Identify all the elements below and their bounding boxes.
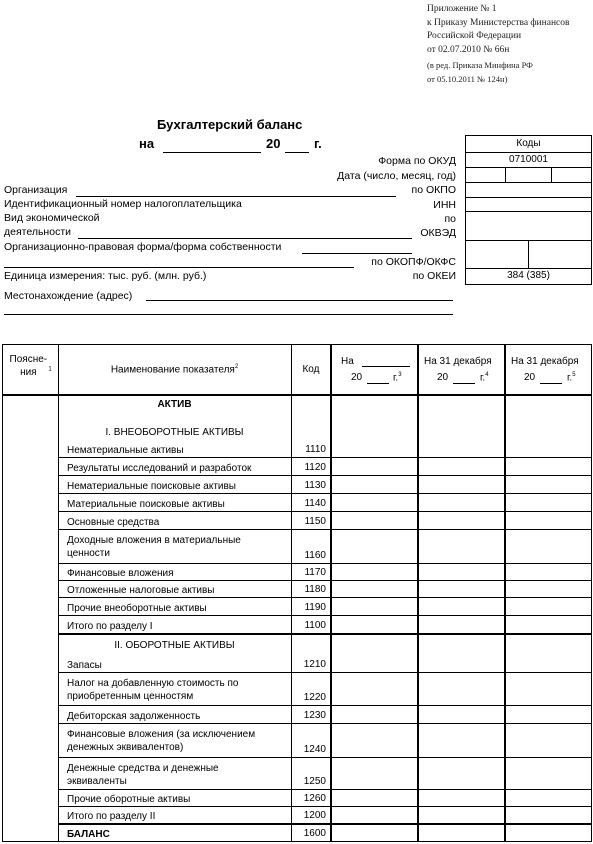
col-dec2-g-text: г.: [567, 372, 573, 384]
value-cell-dec1[interactable]: [419, 530, 504, 563]
table-row-name: Прочие внеоборотные активы: [67, 603, 207, 614]
col-dec2-g: [567, 372, 576, 383]
table-row-name: БАЛАНС: [67, 829, 110, 840]
value-cell-on[interactable]: [332, 724, 417, 757]
value-cell-on[interactable]: [332, 758, 417, 789]
value-cell-dec2[interactable]: [506, 512, 592, 529]
value-cell-on[interactable]: [332, 458, 417, 475]
inn-label: ИНН: [433, 199, 456, 211]
value-cell-on[interactable]: [332, 441, 417, 457]
activity-label: Вид экономической: [4, 212, 100, 224]
table-row-code: 1210: [303, 659, 326, 670]
okpo-label: по ОКПО: [411, 184, 456, 196]
table-row-name: Финансовые вложения: [67, 568, 174, 579]
table-row-code: 1160: [304, 550, 326, 561]
page-title: Бухгалтерский баланс: [157, 117, 303, 132]
okei-value: 384 (385): [507, 270, 550, 281]
value-cell-on[interactable]: [332, 494, 417, 511]
value-cell-on[interactable]: [332, 673, 417, 705]
appendix-line: к Приказу Министерства финансов: [427, 17, 570, 28]
table-row-code: 1190: [304, 602, 326, 613]
address-field[interactable]: [146, 300, 453, 301]
section-asset: АКТИВ: [157, 399, 192, 410]
address-label: Местонахождение (адрес): [4, 290, 133, 302]
okved-label: ОКВЭД: [420, 227, 456, 239]
col-header-code: Код: [302, 364, 320, 375]
value-cell-dec1[interactable]: [419, 758, 504, 789]
value-cell-dec2[interactable]: [506, 598, 592, 615]
table-row-code: 1260: [303, 793, 326, 804]
value-cell-dec2[interactable]: [506, 706, 592, 723]
date-line: [163, 152, 261, 153]
row-name-line: приобретенным ценностям: [67, 691, 194, 702]
date-label: Дата (число, месяц, год): [337, 170, 456, 182]
value-cell-dec2[interactable]: [506, 494, 592, 511]
value-cell-on[interactable]: [332, 598, 417, 615]
appendix-line: Приложение № 1: [427, 4, 497, 14]
row-border: [58, 841, 592, 842]
title-on: на: [139, 136, 155, 151]
table-row-name: Нематериальные поисковые активы: [67, 481, 236, 492]
col-dec1-g-text: г.: [480, 372, 486, 384]
table-row-name: Итого по разделу I: [67, 621, 153, 632]
inn-field-label: Идентификационный номер налогоплательщика: [4, 198, 242, 210]
value-cell-on[interactable]: [332, 476, 417, 493]
table-row-name: [67, 762, 219, 788]
value-cell-on[interactable]: [332, 616, 417, 633]
value-cell-dec2[interactable]: [506, 807, 592, 823]
unit-label: Единица измерения: тыс. руб. (млн. руб.): [4, 270, 207, 282]
col-on-date-line: [362, 366, 410, 367]
value-cell-on[interactable]: [332, 564, 417, 580]
row-name-line: Финансовые вложения (за исключением: [67, 729, 256, 740]
table-row-name: Основные средства: [67, 517, 160, 528]
value-cell-dec1[interactable]: [419, 581, 504, 597]
address-field-2[interactable]: [4, 314, 453, 315]
table-row-code: 1110: [305, 444, 326, 455]
col-note-sup: 1: [48, 366, 52, 373]
year-line: [285, 152, 309, 153]
table-row-code: 1180: [304, 584, 326, 595]
value-cell-dec1[interactable]: [419, 616, 504, 633]
table-row-name: Итого по разделу II: [67, 811, 156, 822]
value-cell-dec1[interactable]: [419, 724, 504, 757]
table-row-code: 1130: [304, 480, 326, 491]
value-cell-dec2[interactable]: [506, 616, 592, 633]
row-name-line: эквиваленты: [67, 776, 127, 787]
col-dec1-label: На 31 декабря: [424, 356, 492, 367]
organization-label: Организация: [4, 184, 68, 196]
appendix-line: от 02.07.2010 № 66н: [427, 44, 510, 55]
value-cell-dec2[interactable]: [506, 441, 592, 457]
value-cell-dec1[interactable]: [419, 458, 504, 475]
appendix-line: (в ред. Приказа Минфина РФ: [427, 60, 533, 70]
value-cell-dec2[interactable]: [506, 581, 592, 597]
table-row-name: Результаты исследований и разработок: [67, 463, 252, 474]
value-cell-on[interactable]: [332, 512, 417, 529]
table-row-code: 1200: [303, 810, 326, 821]
legal-form-label: Организационно-правовая форма/форма собственности: [4, 241, 282, 253]
table-row-code: 1170: [304, 567, 326, 578]
value-cell-on[interactable]: [332, 530, 417, 563]
col-dec2-label: На 31 декабря: [511, 356, 579, 367]
po-label: по: [444, 213, 456, 225]
table-row-name: [67, 728, 255, 754]
col-dec1-year: 20: [437, 372, 449, 383]
col-on-year-line: [367, 383, 389, 384]
value-cell-on[interactable]: [332, 654, 417, 672]
table-row-name: Запасы: [67, 660, 102, 671]
value-cell-dec1[interactable]: [419, 494, 504, 511]
col-dec2-year-line: [540, 383, 562, 384]
row-name-line: Налог на добавленную стоимость по: [67, 678, 239, 689]
okei-label: по ОКЕИ: [412, 270, 456, 282]
table-row-code: 1230: [303, 710, 326, 721]
table-row-name: Отложенные налоговые активы: [67, 585, 215, 596]
value-cell-dec2[interactable]: [506, 654, 592, 672]
value-cell-dec1[interactable]: [419, 807, 504, 823]
col-on-g-text: г.: [393, 372, 399, 384]
value-cell-dec1[interactable]: [419, 512, 504, 529]
table-row-name: Прочие оборотные активы: [67, 794, 191, 805]
value-cell-dec1[interactable]: [419, 790, 504, 806]
section-title: I. ВНЕОБОРОТНЫЕ АКТИВЫ: [105, 427, 244, 438]
value-cell-dec1[interactable]: [419, 476, 504, 493]
value-cell-dec1[interactable]: [419, 564, 504, 580]
row-name-line: Денежные средства и денежные: [67, 763, 219, 774]
table-row-code: 1100: [304, 620, 326, 631]
value-cell-dec1[interactable]: [419, 824, 504, 841]
section-title: II. ОБОРОТНЫЕ АКТИВЫ: [114, 640, 235, 651]
table-row-code: 1150: [304, 516, 326, 527]
title-g: г.: [314, 136, 322, 151]
codes-header: Коды: [516, 138, 541, 149]
col-name-sup: 2: [234, 364, 239, 370]
organization-field[interactable]: [76, 196, 396, 197]
table-row-code: 1120: [304, 462, 326, 473]
table-row-code: 1220: [303, 692, 326, 703]
table-row-code: 1140: [304, 498, 326, 509]
value-cell-dec1[interactable]: [419, 598, 504, 615]
value-cell-dec1[interactable]: [419, 654, 504, 672]
activity-field[interactable]: [78, 238, 412, 239]
table-row-name: Нематериальные активы: [67, 445, 184, 456]
table-row-code: 1240: [303, 744, 326, 755]
okopf-label: по ОКОПФ/ОКФС: [371, 256, 456, 268]
value-cell-dec2[interactable]: [506, 476, 592, 493]
col-dec1-g: [480, 372, 489, 383]
table-row-name: Дебиторская задолженность: [67, 711, 201, 722]
row-border: [58, 633, 592, 635]
col-name-text: Наименование показателя: [110, 364, 235, 376]
sup3: 3: [398, 372, 402, 378]
appendix-block: [427, 3, 569, 86]
value-cell-dec2[interactable]: [506, 530, 592, 563]
value-cell-dec2[interactable]: [506, 724, 592, 757]
row-name-line: ценности: [67, 548, 110, 559]
col-dec2-year: 20: [524, 372, 536, 383]
col-note-text: Поясне-ния: [9, 354, 48, 378]
value-cell-dec2[interactable]: [506, 758, 592, 789]
table-row-name: [67, 534, 241, 560]
okud-label: Форма по ОКУД: [378, 155, 456, 167]
value-cell-dec2[interactable]: [506, 790, 592, 806]
value-cell-dec1[interactable]: [419, 706, 504, 723]
value-cell-on[interactable]: [332, 706, 417, 723]
okud-value: 0710001: [509, 154, 548, 165]
value-cell-dec1[interactable]: [419, 441, 504, 457]
row-name-line: Доходные вложения в материальные: [67, 535, 241, 546]
table-row-code: 1250: [303, 776, 326, 787]
col-on-year: 20: [351, 372, 363, 383]
value-cell-on[interactable]: [332, 790, 417, 806]
col-header-note: [2, 353, 58, 379]
col-on-label: На: [341, 356, 354, 367]
activity-label-2: деятельности: [4, 226, 71, 238]
col-on-g: [393, 372, 402, 383]
legal-form-field-2[interactable]: [4, 267, 354, 268]
col-dec1-year-line: [453, 383, 475, 384]
sup5: 5: [572, 372, 576, 378]
title-year: 20: [266, 136, 281, 151]
value-cell-on[interactable]: [332, 807, 417, 823]
value-cell-dec2[interactable]: [506, 824, 592, 841]
value-cell-dec2[interactable]: [506, 458, 592, 475]
value-cell-on[interactable]: [332, 581, 417, 597]
appendix-line: от 05.10.2011 № 124н): [427, 73, 508, 84]
value-cell-on[interactable]: [332, 824, 417, 841]
table-row-name: [67, 677, 238, 703]
value-cell-dec2[interactable]: [506, 673, 592, 705]
value-cell-dec2[interactable]: [506, 564, 592, 580]
appendix-line: Российской Федерации: [427, 31, 522, 41]
sup4: 4: [485, 372, 489, 378]
legal-form-field[interactable]: [302, 253, 412, 254]
value-cell-dec1[interactable]: [419, 673, 504, 705]
table-row-code: 1600: [303, 828, 326, 839]
row-name-line: денежных эквивалентов): [67, 742, 184, 753]
col-header-name: [58, 364, 291, 375]
table-row-name: Материальные поисковые активы: [67, 499, 225, 510]
